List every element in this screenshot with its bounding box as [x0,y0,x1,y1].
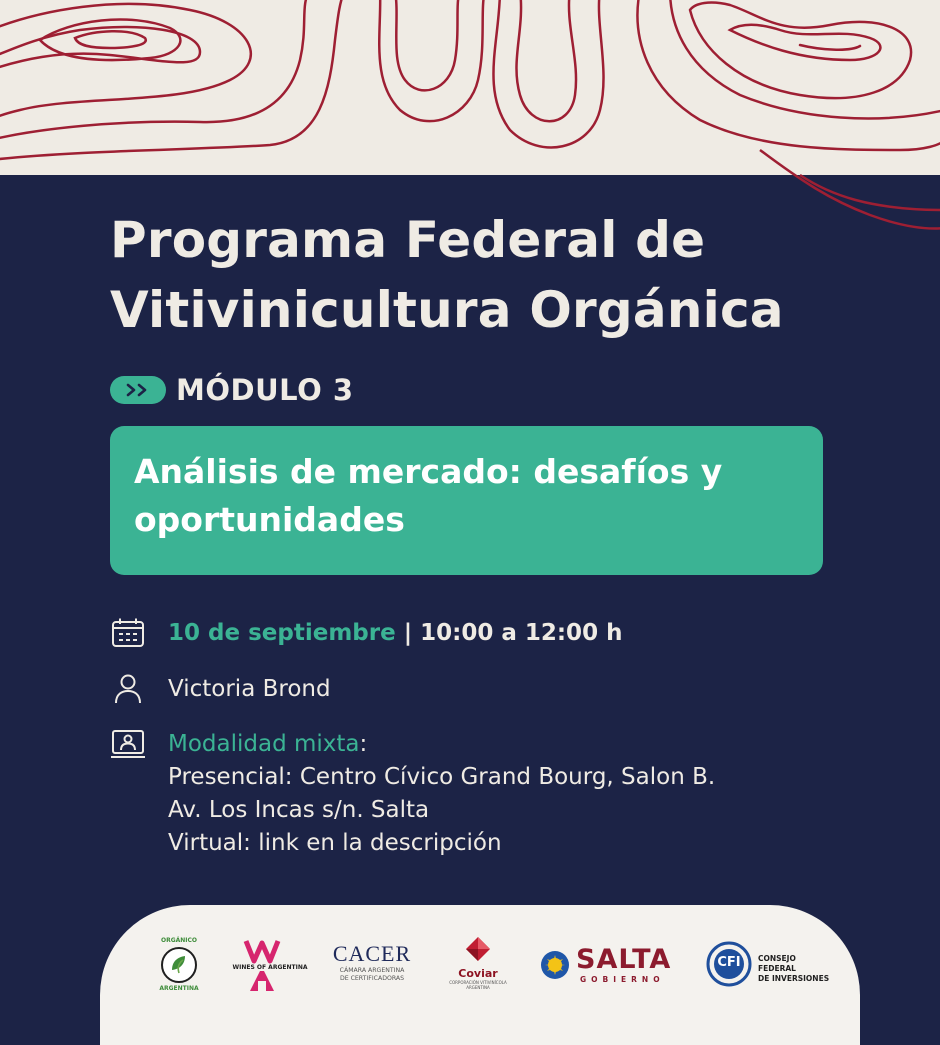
cfi-line-2: DE INVERSIONES [758,974,830,983]
sponsor-footer [100,905,860,1045]
page-title [110,205,784,345]
salta-title: SALTA [576,944,672,975]
salta-sun-icon [540,950,570,980]
event-time: 10:00 a 12:00 h [420,620,623,646]
organico-argentina-logo [155,937,203,993]
modality-text [168,728,715,860]
virtual-note: Virtual: link en la descripción [168,830,502,856]
cacer-title: CACER [332,941,412,966]
coviar-sub-1: CORPORACIÓN VITIVINÍCOLA [449,980,507,985]
wines-text: WINES OF ARGENTINA [230,964,310,971]
calendar-icon [110,617,146,649]
date-time-text [168,617,622,650]
topic-line-1: Análisis de mercado: desafíos y [134,452,723,491]
module-label: MÓDULO 3 [176,373,354,407]
topographic-header-band [0,0,940,175]
coviar-sub-2: ARGENTINA [466,985,490,990]
coviar-logo [438,935,518,997]
speaker-row [110,673,331,706]
coviar-title: Coviar [458,967,498,980]
modality-label: Modalidad mixta [168,731,360,757]
coviar-diamond-icon [438,935,518,965]
salta-sub: GOBIERNO [580,975,665,984]
speaker-name: Victoria Brond [168,676,331,702]
title-line-2: Vitivinicultura Orgánica [110,281,784,339]
cfi-text [758,954,836,984]
organico-bottom-text: ARGENTINA [159,985,199,992]
title-line-1: Programa Federal de [110,211,706,269]
date-separator: | [395,620,421,646]
presencial-location: Presencial: Centro Cívico Grand Bourg, Salon B. [168,764,716,790]
date-row [110,617,622,650]
cacer-logo [332,941,412,989]
module-row [110,370,354,410]
topic-line-2: oportunidades [134,500,405,539]
cfi-logo [706,941,836,989]
cacer-sub-2: DE CERTIFICADORAS [339,975,405,982]
topographic-lines [0,0,940,175]
double-chevron-right-icon [110,376,166,404]
modality-block [110,728,715,860]
modality-colon: : [359,731,368,757]
wines-of-argentina-logo [232,937,308,993]
organico-top-text: ORGÁNICO [160,937,198,944]
cfi-line-1: CONSEJO FEDERAL [758,954,796,973]
presencial-address: Av. Los Incas s/n. Salta [168,797,430,823]
cacer-sub-1: CÁMARA ARGENTINA [339,967,405,974]
event-date: 10 de septiembre [168,620,396,646]
topic-title [134,448,799,544]
topic-box [110,426,823,575]
video-conference-icon [110,728,146,760]
person-icon [110,673,146,705]
salta-gobierno-logo [540,945,680,989]
cfi-mark: CFI [717,955,741,970]
